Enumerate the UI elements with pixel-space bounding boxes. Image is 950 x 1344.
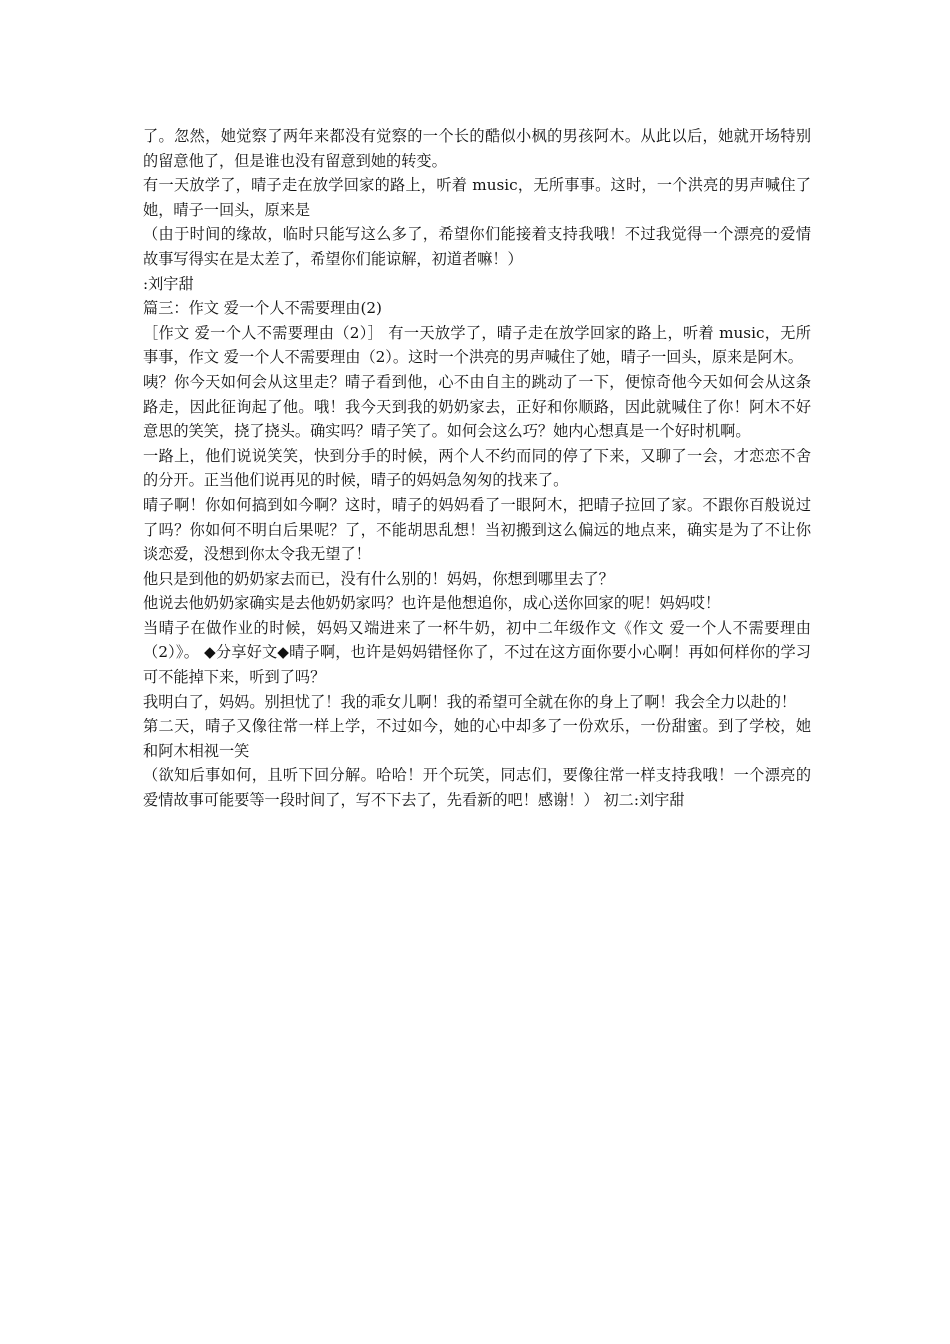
- paragraph-2: 有一天放学了，晴子走在放学回家的路上，听着 music，无所事事。这时，一个洪亮的男声喊住了她，晴子一回头，原来是: [143, 176, 811, 219]
- paragraph-11: 他说去他奶奶家确实是去他奶奶家吗？也许是他想追你，成心送你回家的呢！妈妈哎！: [143, 594, 721, 613]
- section-heading: 篇三：作文 爱一个人不需要理由(2): [143, 299, 382, 318]
- paragraph-15: （欲知后事如何，且听下回分解。哈哈！开个玩笑，同志们，要像往常一样支持我哦！一个漂亮的爱情故事可能要等一段时间了，写不下去了，先看新的吧！感谢！） 初二:刘宇甜: [143, 766, 811, 810]
- paragraph-6: ［作文 爱一个人不需要理由（2）］ 有一天放学了，晴子走在放学回家的路上，听着 music，无所事事，作文 爱一个人不需要理由（2）。这时一个洪亮的男声喊住了她，晴子一回头，原来是阿木。: [143, 323, 811, 367]
- paragraph-3: （由于时间的缘故，临时只能写这么多了，希望你们能接着支持我哦！不过我觉得一个漂亮的爱情故事写得实在是太差了，希望你们能谅解，初道者嘛！）: [143, 225, 811, 268]
- paragraph-12: 当晴子在做作业的时候，妈妈又端进来了一杯牛奶，初中二年级作文《作文 爱一个人不需要理由（2）》。 ◆分享好文◆晴子啊，也许是妈妈错怪你了，不过在这方面你要小心啊！再如何样你的学习可不能掉下来，听到了吗？: [143, 618, 811, 687]
- paragraph-14: 第二天，晴子又像往常一样上学，不过如今，她的心中却多了一份欢乐，一份甜蜜。到了学校，她和阿木相视一笑: [143, 717, 811, 760]
- document-body: [143, 124, 811, 813]
- paragraph-9: 晴子啊！你如何搞到如今啊？这时，晴子的妈妈看了一眼阿木，把晴子拉回了家。不跟你百般说过了吗？你如何不明白后果呢？了，不能胡思乱想！当初搬到这么偏远的地点来，确实是为了不让你谈恋爱，没想到你太令我无望了！: [143, 495, 811, 564]
- paragraph-10: 他只是到他的奶奶家去而已，没有什么别的！妈妈，你想到哪里去了？: [143, 569, 614, 588]
- author-line: :刘宇甜: [143, 274, 194, 293]
- paragraph-1: 了。忽然，她觉察了两年来都没有觉察的一个长的酷似小枫的男孩阿木。从此以后，她就开场特别的留意他了，但是谁也没有留意到她的转变。: [143, 127, 811, 170]
- paragraph-7: 咦？你今天如何会从这里走？晴子看到他，心不由自主的跳动了一下，便惊奇他今天如何会从这条路走，因此征询起了他。哦！我今天到我的奶奶家去，正好和你顺路，因此就喊住了你！阿木不好意思的笑笑，挠了挠头。确实吗？晴子笑了。如何会这么巧？她内心想真是一个好时机啊。: [143, 372, 811, 441]
- paragraph-8: 一路上，他们说说笑笑，快到分手的时候，两个人不约而同的停了下来，又聊了一会，才恋恋不舍的分开。正当他们说再见的时候，晴子的妈妈急匆匆的找来了。: [143, 446, 811, 490]
- paragraph-13: 我明白了，妈妈。别担忧了！我的乖女儿啊！我的希望可全就在你的身上了啊！我会全力以赴的！: [143, 692, 797, 711]
